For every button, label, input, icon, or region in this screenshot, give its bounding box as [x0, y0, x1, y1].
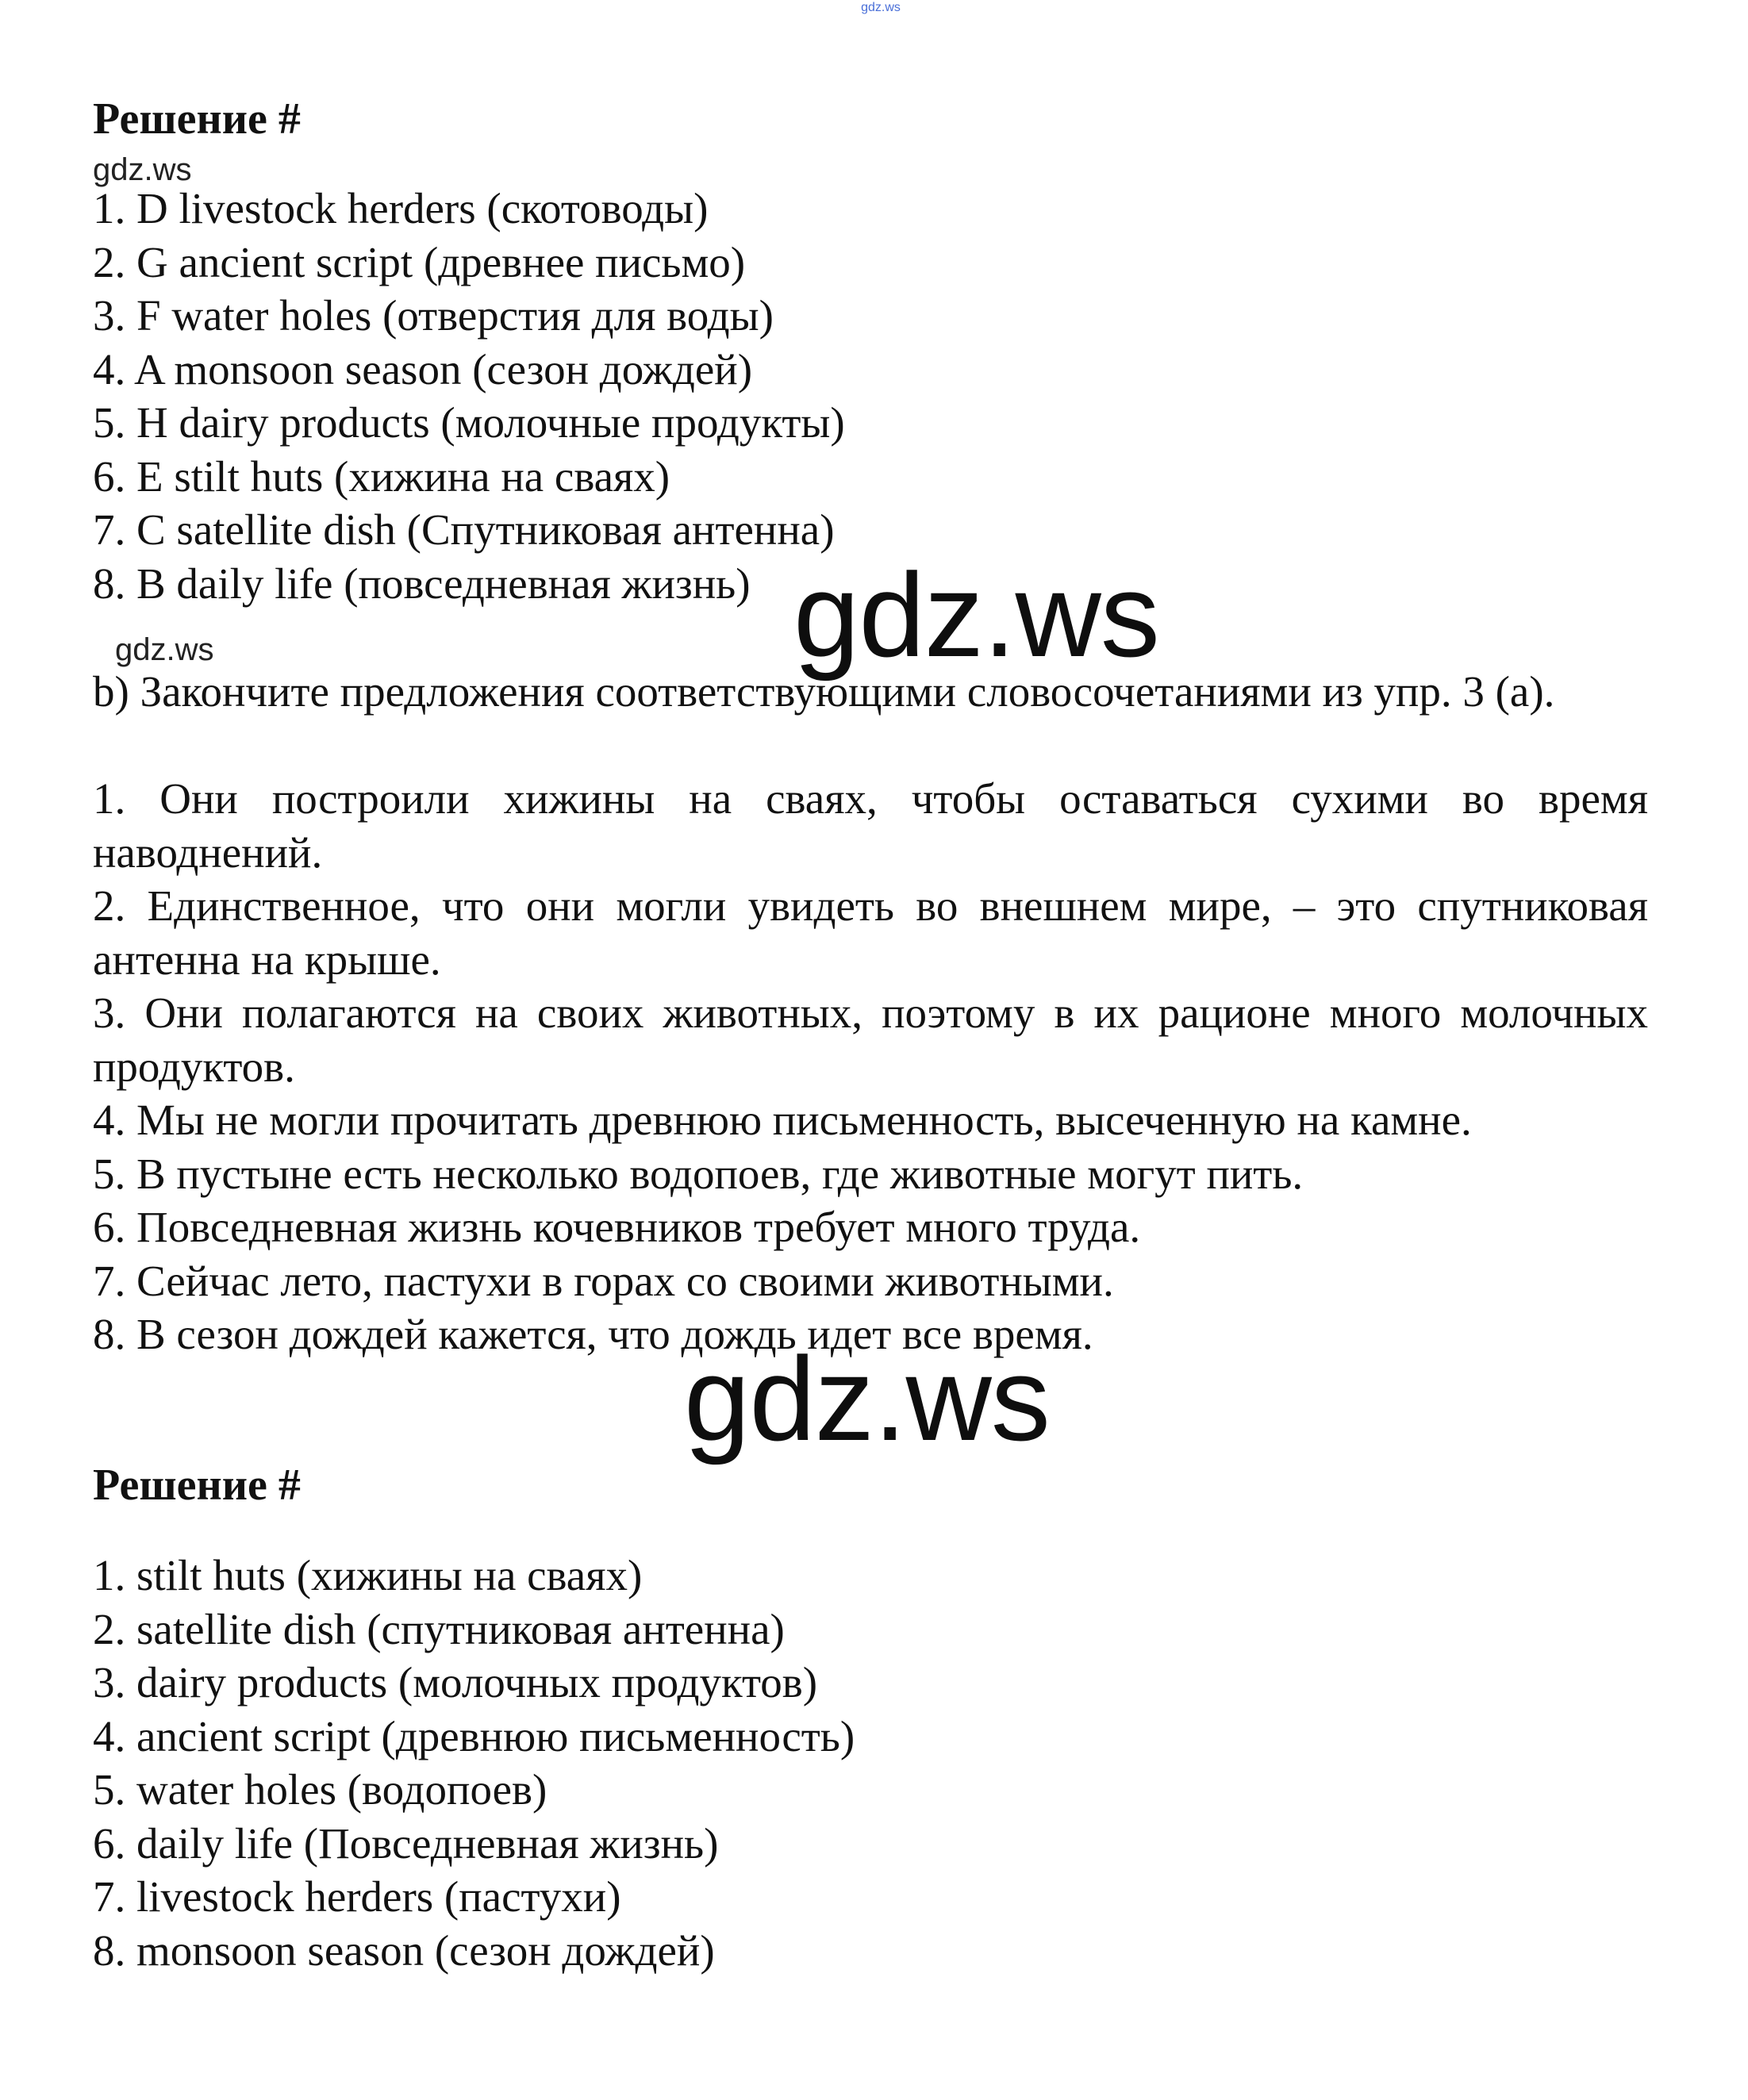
list-item: 4. A monsoon season (сезон дождей) [93, 344, 753, 394]
watermark-large-2: gdz.ws [684, 1332, 1050, 1465]
list-item: 3. F water holes (отверстия для воды) [93, 291, 774, 340]
list-item: 2. G ancient script (древнее письмо) [93, 237, 746, 286]
list-item: 2. satellite dish (спутниковая антенна) [93, 1604, 785, 1653]
list-item: 3. dairy products (молочных продуктов) [93, 1658, 818, 1706]
sentence-6: 6. Повседневная жизнь кочевников требует много труда. [93, 1203, 1141, 1251]
solution-heading-1: Решение # [93, 94, 301, 144]
answer-list-2 [93, 1549, 855, 1977]
sentence-2: 2. Единственное, что они могли увидеть во внешнем мире, – это спутниковая антенна на крыше. [93, 881, 1648, 984]
sentence-4: 4. Мы не могли прочитать древнюю письменность, высеченную на камне. [93, 1096, 1472, 1144]
sentence-1: 1. Они построили хижины на сваях, чтобы оставаться сухими во время наводнений. [93, 774, 1648, 877]
sentence-3: 3. Они полагаются на своих животных, поэтому в их рационе много молочных продуктов. [93, 989, 1648, 1091]
list-item: 6. daily life (Повседневная жизнь) [93, 1818, 719, 1868]
list-item: 1. D livestock herders (скотоводы) [93, 184, 709, 232]
list-item: 7. C satellite dish (Спутниковая антенна) [93, 505, 835, 554]
list-item: 5. water holes (водопоев) [93, 1765, 547, 1814]
solution-heading-2: Решение # [93, 1461, 301, 1510]
watermark-large-1: gdz.ws [793, 548, 1159, 681]
watermark-small-1: gdz.ws [93, 152, 192, 187]
list-item: 8. monsoon season (сезон дождей) [93, 1925, 715, 1975]
watermark-small-2: gdz.ws [115, 632, 214, 667]
list-item: 6. E stilt huts (хижина на сваях) [93, 451, 670, 501]
list-item: 5. H dairy products (молочные продукты) [93, 398, 845, 447]
answer-list-1 [93, 182, 845, 610]
sentence-7: 7. Сейчас лето, пастухи в горах со своими животными. [93, 1256, 1114, 1305]
sentence-8: 8. В сезон дождей кажется, что дождь идет все время. [93, 1310, 1093, 1358]
list-item: 8. B daily life (повседневная жизнь) [93, 559, 751, 608]
sentence-5: 5. В пустыне есть несколько водопоев, где животные могут пить. [93, 1149, 1304, 1198]
list-item: 4. ancient script (древнюю письменность) [93, 1711, 855, 1760]
list-item: 1. stilt huts (хижины на сваях) [93, 1551, 643, 1599]
task-b-instruction: b) Закончите предложения соответствующими словосочетаниями из упр. 3 (a). [93, 667, 1555, 716]
top-watermark: gdz.ws [861, 1, 901, 14]
list-item: 7. livestock herders (пастухи) [93, 1872, 621, 1921]
sentence-list [93, 1093, 1472, 1361]
